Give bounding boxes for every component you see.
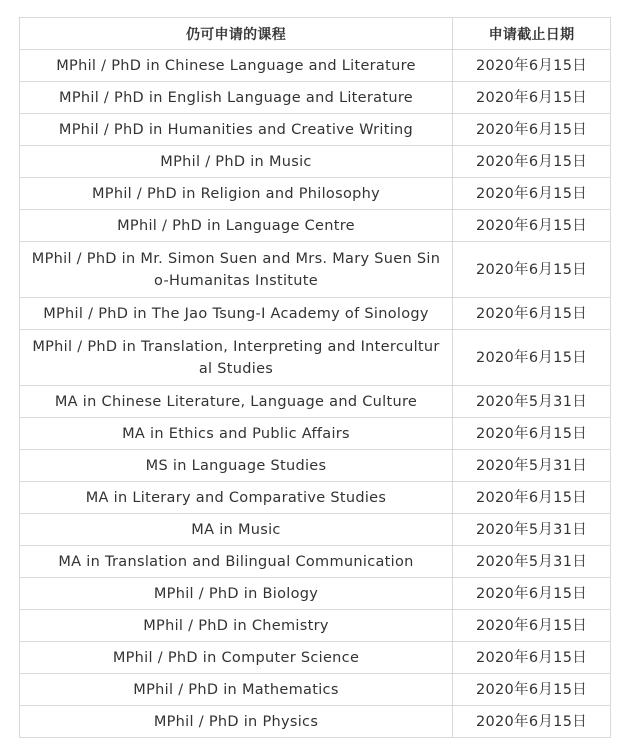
program-name-cell: MA in Translation and Bilingual Communication (20, 546, 453, 578)
table-row (20, 546, 611, 578)
deadline-cell: 2020年6月15日 (453, 706, 611, 738)
table-row (20, 482, 611, 514)
program-name-cell: MPhil / PhD in Computer Science (20, 642, 453, 674)
deadline-cell: 2020年6月15日 (453, 114, 611, 146)
deadline-cell: 2020年5月31日 (453, 386, 611, 418)
deadline-cell: 2020年6月15日 (453, 178, 611, 210)
deadline-cell: 2020年6月15日 (453, 418, 611, 450)
program-name-cell: MPhil / PhD in Translation, Interpreting and Intercultural Studies (20, 330, 453, 386)
deadline-cell: 2020年6月15日 (453, 330, 611, 386)
program-name-cell: MPhil / PhD in The Jao Tsung-I Academy of Sinology (20, 298, 453, 330)
table-row (20, 330, 611, 386)
table-row (20, 298, 611, 330)
deadline-cell: 2020年6月15日 (453, 146, 611, 178)
deadline-cell: 2020年6月15日 (453, 578, 611, 610)
program-name-cell: MPhil / PhD in Humanities and Creative Writing (20, 114, 453, 146)
deadline-cell: 2020年5月31日 (453, 450, 611, 482)
program-name-cell: MPhil / PhD in Language Centre (20, 210, 453, 242)
program-table-container (19, 17, 611, 738)
program-name-cell: MS in Language Studies (20, 450, 453, 482)
header-program: 仍可申请的课程 (20, 18, 453, 50)
deadline-cell: 2020年6月15日 (453, 610, 611, 642)
deadline-cell: 2020年6月15日 (453, 674, 611, 706)
program-name-cell: MA in Literary and Comparative Studies (20, 482, 453, 514)
program-name-cell: MPhil / PhD in Religion and Philosophy (20, 178, 453, 210)
table-row (20, 674, 611, 706)
deadline-cell: 2020年6月15日 (453, 482, 611, 514)
table-row (20, 706, 611, 738)
program-name-cell: MPhil / PhD in Mr. Simon Suen and Mrs. Mary Suen Sino-Humanitas Institute (20, 242, 453, 298)
table-body (20, 50, 611, 738)
table-row (20, 210, 611, 242)
program-name-cell: MPhil / PhD in Chinese Language and Literature (20, 50, 453, 82)
deadline-cell: 2020年6月15日 (453, 242, 611, 298)
program-name-cell: MPhil / PhD in Mathematics (20, 674, 453, 706)
program-name-cell: MA in Music (20, 514, 453, 546)
table-row (20, 514, 611, 546)
program-deadline-table (19, 17, 611, 738)
table-header-row (20, 18, 611, 50)
table-row (20, 418, 611, 450)
table-row (20, 642, 611, 674)
deadline-cell: 2020年6月15日 (453, 642, 611, 674)
table-row (20, 386, 611, 418)
table-row (20, 114, 611, 146)
deadline-cell: 2020年6月15日 (453, 210, 611, 242)
program-name-cell: MPhil / PhD in English Language and Literature (20, 82, 453, 114)
program-name-cell: MPhil / PhD in Chemistry (20, 610, 453, 642)
program-name-cell: MA in Ethics and Public Affairs (20, 418, 453, 450)
table-row (20, 578, 611, 610)
table-row (20, 50, 611, 82)
table-row (20, 450, 611, 482)
deadline-cell: 2020年6月15日 (453, 298, 611, 330)
deadline-cell: 2020年5月31日 (453, 514, 611, 546)
program-name-cell: MA in Chinese Literature, Language and Culture (20, 386, 453, 418)
deadline-cell: 2020年6月15日 (453, 82, 611, 114)
program-name-cell: MPhil / PhD in Music (20, 146, 453, 178)
table-row (20, 146, 611, 178)
program-name-cell: MPhil / PhD in Biology (20, 578, 453, 610)
header-deadline: 申请截止日期 (453, 18, 611, 50)
program-name-cell: MPhil / PhD in Physics (20, 706, 453, 738)
deadline-cell: 2020年5月31日 (453, 546, 611, 578)
deadline-cell: 2020年6月15日 (453, 50, 611, 82)
table-row (20, 178, 611, 210)
table-row (20, 610, 611, 642)
table-row (20, 242, 611, 298)
table-row (20, 82, 611, 114)
